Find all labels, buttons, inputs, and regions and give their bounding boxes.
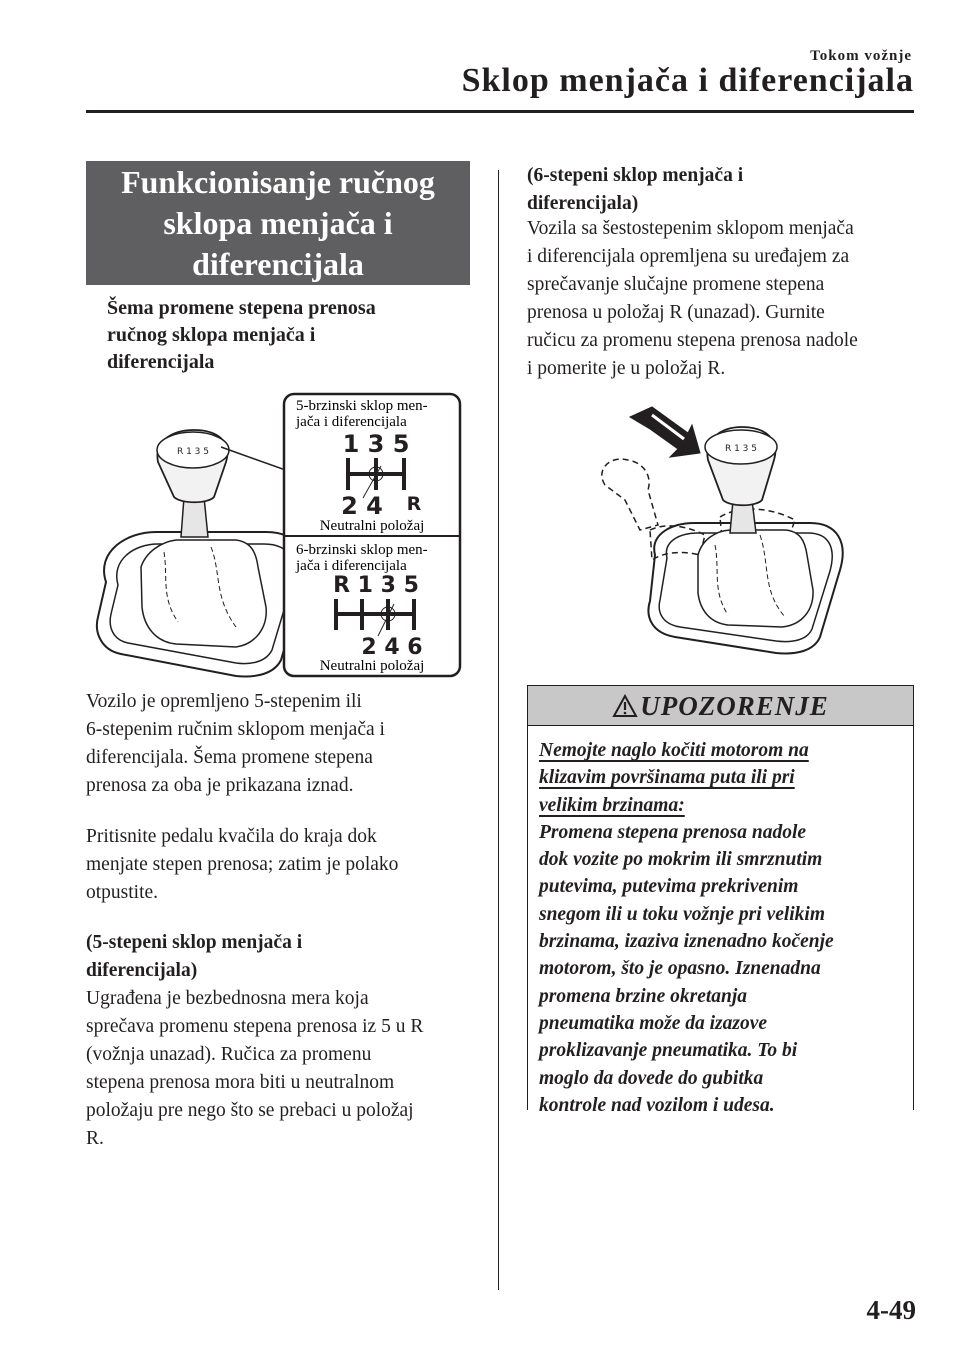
warning-underlined-line: Nemojte naglo kočiti motorom na [539,740,809,761]
label-5speed-line2: jača i diferencijala [296,414,407,430]
heading-5-speed [86,929,302,985]
warning-line: putevima, putevima prekrivenim [539,876,799,898]
gears-5-bottom: 2 4 [341,492,383,520]
subtitle-line: ručnog sklopa menjača i [107,324,316,346]
text-line: ručicu za promenu stepena prenosa nadole [527,330,858,351]
warning-border-right [913,726,914,1110]
neutral-label-6: Neutralni položaj [319,658,425,674]
text-line: stepena prenosa mora biti u neutralnom [86,1072,395,1093]
warning-line: pneumatika može da izazove [539,1012,768,1034]
warning-underlined-line: klizavim površinama puta ili pri [539,767,795,789]
subsection-heading [107,295,477,376]
subtitle-line: diferencijala [107,351,215,373]
section-title-box [86,161,470,285]
warning-line: snegom ili u toku vožnje pri velikim [539,903,826,925]
text-line: i pomerite je u položaj R. [527,358,726,379]
warning-box [527,685,914,1116]
neutral-label-5: Neutralni položaj [319,518,425,534]
text-line: Ugrađena je bezbednosna mera koja [86,988,369,1009]
page-number: 4-49 [866,1295,916,1325]
warning-border-left [527,726,528,1110]
left-paragraph-3 [86,985,423,1153]
gears-6-bottom: 2 4 6 [361,635,423,660]
push-down-shift-figure [590,405,890,665]
text-line: R. [86,1128,104,1149]
push-down-arrow-icon [630,407,700,457]
left-paragraph-1 [86,688,385,800]
warning-underlined-line: velikim brzinama: [539,794,685,816]
text-line: (6-stepeni sklop menjača i [527,165,744,186]
label-6speed-line1: 6-brzinski sklop men- [296,542,428,558]
warning-line: motorom, što je opasno. Iznenadna [539,958,821,980]
warning-line: kontrole nad vozilom i udesa. [539,1094,775,1116]
text-line: Vozila sa šestostepenim sklopom menjača [527,218,854,239]
gears-5-top: 1 3 5 [342,430,410,458]
running-header-title: Sklop menjača i diferencijala [461,62,914,99]
warning-line: dok vozite po mokrim ili smrznutim [539,849,823,871]
running-header-small: Tokom vožnje [810,48,912,64]
warning-title: UPOZORENJE [640,691,829,721]
text-line: Pritisnite pedalu kvačila do kraja dok [86,826,377,847]
warning-line: moglo da dovede do gubitka [539,1067,764,1089]
text-line: prenosa u položaj R (unazad). Gurnite [527,302,825,323]
warning-triangle-icon [612,694,638,718]
left-paragraph-2 [86,823,398,907]
column-divider [498,170,499,1290]
text-line: položaju pre nego što se prebaci u položaj [86,1100,414,1121]
text-line: (5-stepeni sklop menjača i [86,932,303,953]
text-line: sprečava promenu stepena prenosa iz 5 u R [86,1016,424,1037]
text-line: diferencijala. Šema promene stepena [86,747,373,768]
right-paragraph-1 [527,215,858,383]
warning-line: brzinama, izaziva iznenadno kočenje [539,931,834,953]
svg-text:R 1 3 5: R 1 3 5 [176,447,210,457]
text-line: 6-stepenim ručnim sklopom menjača i [86,719,385,740]
section-title-line: Funkcionisanje ručnog [121,164,435,200]
text-line: otpustite. [86,882,159,903]
text-line: prenosa za oba je prikazana iznad. [86,775,354,796]
shift-boot [141,540,266,647]
warning-line: promena brzine okretanja [539,985,748,1007]
heading-6-speed [527,162,743,218]
gears-6-top: R 1 3 5 [333,573,419,598]
warning-text [539,737,834,1119]
text-line: Vozilo je opremljeno 5-stepenim ili [86,691,362,712]
subtitle-line: Šema promene stepena prenosa [107,297,376,319]
svg-text:R 1 3 5: R 1 3 5 [724,444,758,454]
text-line: diferencijala) [86,960,198,981]
text-line: sprečavanje slučajne promene stepena [527,274,825,295]
warning-line: Promena stepena prenosa nadole [539,821,807,843]
label-5speed-line1: 5-brzinski sklop men- [296,398,428,414]
text-line: menjate stepen prenosa; zatim je polako [86,854,399,875]
section-title-line: diferencijala [192,246,364,282]
gears-5-reverse: R [406,493,422,515]
warning-line: proklizavanje pneumatika. To bi [539,1040,798,1062]
header-rule [86,110,914,113]
text-line: diferencijala) [527,193,639,214]
section-title-line: sklopa menjača i [163,205,393,241]
text-line: i diferencijala opremljena su uređajem za [527,246,850,267]
shift-pattern-figure [86,392,470,682]
warning-header [527,685,914,726]
text-line: (vožnja unazad). Ručica za promenu [86,1044,372,1065]
label-6speed-line2: jača i diferencijala [296,558,407,574]
